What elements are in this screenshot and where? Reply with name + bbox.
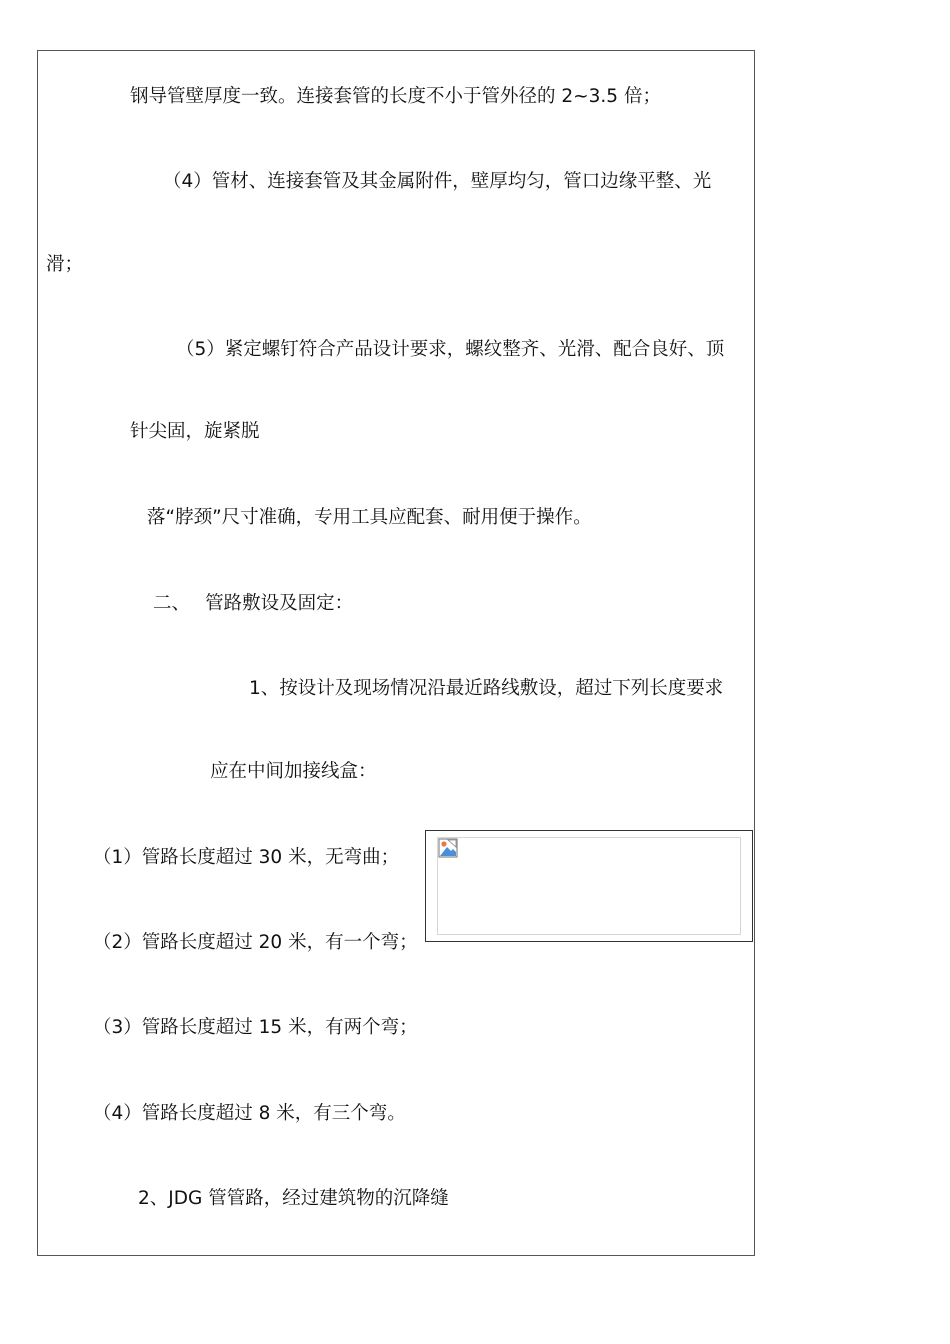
text-line-3: 滑； [46, 254, 84, 275]
list-item-3: （3）管路长度超过 15 米，有两个弯； [93, 1017, 418, 1038]
image-placeholder-inner [437, 837, 741, 935]
text-line-14: 2、JDG 管管路，经过建筑物的沉降缝 [138, 1188, 449, 1209]
section-heading: 二、 管路敷设及固定： [153, 593, 354, 614]
text-line-9: 应在中间加接线盒： [210, 761, 377, 782]
text-line-2: （4）管材、连接套管及其金属附件，壁厚均匀，管口边缘平整、光 [163, 171, 712, 192]
text-line-5: 针尖固，旋紧脱 [130, 421, 260, 442]
text-line-6: 落“脖颈”尺寸准确，专用工具应配套、耐用便于操作。 [147, 507, 592, 528]
text-line-4: （5）紧定螺钉符合产品设计要求，螺纹整齐、光滑、配合良好、顶 [176, 339, 725, 360]
document-frame [37, 50, 755, 1256]
image-placeholder [425, 830, 753, 942]
list-item-4: （4）管路长度超过 8 米，有三个弯。 [93, 1103, 406, 1124]
list-item-2: （2）管路长度超过 20 米，有一个弯； [93, 932, 418, 953]
list-item-1: （1）管路长度超过 30 米，无弯曲； [93, 847, 400, 868]
text-line-1: 钢导管壁厚度一致。连接套管的长度不小于管外径的 2~3.5 倍； [130, 86, 661, 107]
broken-image-icon [438, 838, 458, 858]
text-line-8: 1、按设计及现场情况沿最近路线敷设，超过下列长度要求 [249, 678, 724, 699]
